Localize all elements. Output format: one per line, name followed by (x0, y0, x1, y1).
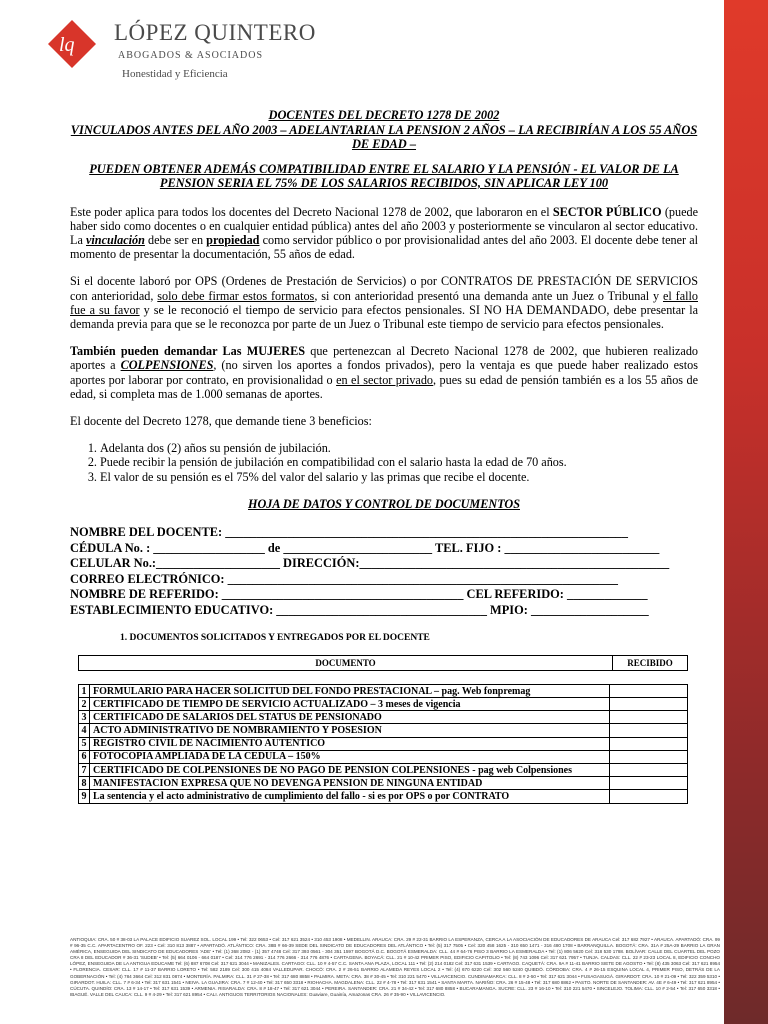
table-row (79, 750, 688, 763)
form-row-celular[interactable]: CELULAR No.:____________________ DIRECCIÓN:__________________________________________________ (70, 556, 670, 571)
text-run: , si con anterioridad presentó una demanda ante un Juez o Tribunal y (314, 288, 663, 303)
document-name: FOTOCOPIA AMPLIADA DE LA CEDULA – 150% (90, 750, 610, 763)
text-run: , pues su edad de pensión también es a los 55 años de edad, si completa mas de 1.000 semanas de aportes. (70, 372, 698, 401)
document-name: REGISTRO CIVIL DE NACIMIENTO AUTENTICO (90, 737, 610, 750)
document-name: La sentencia y el acto administrativo de cumplimiento del fallo - si es por OPS o por CONTRATO (90, 790, 610, 803)
paragraph-4: El docente del Decreto 1278, que demande tiene 3 beneficios: (70, 413, 372, 428)
decorative-side-band (724, 0, 768, 1024)
title-line-2: VINCULADOS ANTES DEL AÑO 2003 – ADELANTARIAN LA PENSION 2 AÑOS – LA RECIBIRÍAN A LOS 55 AÑOS DE EDAD – (70, 122, 698, 151)
table-row (79, 777, 688, 790)
brand-name: LÓPEZ QUINTERO (114, 20, 316, 45)
text-run: COLPENSIONES (120, 358, 214, 373)
document-name: CERTIFICADO DE COLPENSIONES DE NO PAGO DE PENSION COLPENSIONES - pag web Colpensiones (90, 764, 610, 777)
paragraph-3 (70, 344, 698, 401)
row-number: 1 (79, 684, 90, 697)
lq-logo-icon (46, 18, 98, 70)
document-name: CERTIFICADO DE SALARIOS DEL STATUS DE PENSIONADO (90, 711, 610, 724)
text-run: que pertenezcan al Decreto Nacional 1278 de 2002, que hubieren realizado aportes a (70, 344, 699, 373)
brand-logo (46, 12, 316, 82)
row-number: 6 (79, 750, 90, 763)
table-row (79, 711, 688, 724)
text-run: y se le reconoció el tiempo de servicio para efectos pensionales. SI NO HA DEMANDADO, debe presentar la demanda previa para que se le reconozca por parte de un Juez o Tribunal este tiempo de servicio para efectos pensionales. (70, 302, 698, 331)
table-row (79, 737, 688, 750)
form-row-establecimiento[interactable]: ESTABLECIMIENTO EDUCATIVO: __________________________________ MPIO: ___________________ (70, 602, 649, 617)
text-run: SECTOR PÚBLICO (552, 204, 662, 219)
table-row (79, 698, 688, 711)
table-row (79, 790, 688, 803)
table-row (79, 764, 688, 777)
paragraph-2 (70, 274, 698, 331)
list-item: 2. Puede recibir la pensión de jubilación en compatibilidad con el salario hasta la edad de 70 años. (100, 455, 698, 469)
row-number: 7 (79, 764, 90, 777)
text-run: en el sector privado (336, 372, 434, 387)
document-subtitle: PUEDEN OBTENER ADEMÁS COMPATIBILIDAD ENTRE EL SALARIO Y LA PENSIÓN - EL VALOR DE LA PENSION SERIA EL 75% DE LOS SALARIOS RECIBIDOS, SIN APLICAR LEY 100 (89, 161, 679, 190)
documents-table (78, 684, 688, 804)
row-number: 8 (79, 777, 90, 790)
form-row-correo[interactable]: CORREO ELECTRÓNICO: _______________________________________________________________ (70, 571, 618, 586)
svg-text:lq: lq (59, 34, 75, 56)
document-name: CERTIFICADO DE TIEMPO DE SERVICIO ACTUALIZADO – 3 meses de vigencia (90, 698, 610, 711)
text-run: el fallo fue a su favor (70, 288, 698, 317)
form-row-nombre[interactable]: NOMBRE DEL DOCENTE: _________________________________________________________________ (70, 524, 628, 539)
document-name: ACTO ADMINISTRATIVO DE NOMBRAMIENTO Y POSESION (90, 724, 610, 737)
brand-subtitle: ABOGADOS & ASOCIADOS (118, 50, 264, 61)
row-number: 9 (79, 790, 90, 803)
received-checkbox[interactable] (610, 724, 688, 737)
sheet-title: HOJA DE DATOS Y CONTROL DE DOCUMENTOS (247, 496, 520, 511)
paragraph-1 (70, 205, 698, 262)
received-checkbox[interactable] (610, 790, 688, 803)
table-row (79, 724, 688, 737)
brand-motto: Honestidad y Eficiencia (122, 68, 228, 80)
document-body (70, 108, 698, 804)
row-number: 3 (79, 711, 90, 724)
text-run: Si el docente laboró por OPS (Ordenes de Prestación de Servicios) o por CONTRATOS DE PRESTACIÓN DE SERVICIOS con anterioridad, (70, 274, 698, 303)
footer-addresses: ANTIOQUIA: CRA. 50 # 38-03 LA PALACE EDIFICIO SUAREZ SOL. LOCAL 199 • Tel: 322 0653 • Cel: 317 621 3524 • 310 453 1908 • MEDELLIN. ARAUCA: CRA. 29 # 22-31 BARRIO LA ESPERANZA, CERCA A LA ASOCIACIÓN DE EDUCADORES DE ARAUCA Cel: 317 682 7927 • ARAUCA. APARTADÓ: CRA. 99 # 96-35 C.C. APARTACENTRO OF. 223 • Cel: 310 813 3887 • APARTADÓ. ATLÁNTICO: CRA. 38B # 66-39 SEDE DEL SINDICATO DE EDUCADORES DEL ATLÁNTICO • Tel: (5) 317 7505 • Cel: 320 458 1625 - 310 650 1471 - 316 480 1708 • BARRANQUILLA. BOGOTÁ: CRA. 31A # 25A-29 BARRIO LA GRAN AMÉRICA, ENSEGUIDA DEL SINDICATO DE EDUCADORES 'ADE' • Tel: (1) 368 2082 - (1) 357 4748 Cel: 317 393 0561 - 304 351 1597 BOGOTÁ D.C. BOGOTÁ ESMERALDA: CLL. 44 # 64-76 PISO 3 BARRIO LA ESMERALDA • Tel: (1) 806 5620 Cel: 318 530 1788. BOLÍVAR: CALLE DEL CUARTEL DEL POZO CRA 8 DEL EDUCADOR # 36-31 'SUDEB' • Tel: (5) 664 0106 - 664 0187 • Cel: 314 776 2691 - 314 776 2666 - 314 776 4876 • CARTAGENA. BOYACÁ: CLL. 21 # 10-42 PRIMER PISO, EDIFICIO CAPITOLIO • Tel: (8) 743 1096 Cel: 317 621 7957 • TUNJA. CALDAS: CLL. 22 # 23-23 LOCAL 8, EDIFICIO CONCHO LÓPEZ, ENSEGUIDA DE LA ANTIGUA EDUCAME Tel: (6) 887 6708 Cel: 317 621 3044 • MANIZALES. CARTAGO: CLL. 10 # 4-57 C.C. SANTA ANA PLAZA, LOCAL 111 • Tel: (2) 214 0182 Cel: 317 631 1539 • CARTAGO. CAQUETÁ: CRA. 9A # 11-41 BARRIO SIETE DE AGOSTO • Tel: (8) 435 3063 Cel: 317 621 8954 • FLORENCIA. CESAR: CLL. 17 # 11-37 BARRIO LORETO • Tel: 582 2189 Cel: 300 415 4084 VALLEDUPAR. CHOCÓ: CRA. 2 # 26-51 BARRIO ALAMEDA REYES LOCAL 2 • Tel: (4) 670 6220 Cel: 302 560 5240 QUIBDÓ. CÓRDOBA: CRA. 4 # 26-15 ESQUINA LOCAL 4, PRIMER PISO, DETRÁS DE LA GOBERNACIÓN • Tel: (4) 784 3664 Cel: 312 831 0874 • MONTERÍA. PALMIRA: CLL. 31 # 27-38 • Tel: 317 680 8858 • PALMIRA. META: CRA. 38 # 30-45 • Tel: 310 221 5470 • VILLAVICENCIO. CUNDINAMARCA: CLL. 8 # 2-50 • Tel: 317 621 3044 • FUSAGASUGÁ. GIRARDOT: CRA. 10 # 21-09 • Tel: 322 359 5310 • GIRARDOT. HUILA: CLL. 7 # 6-34 • Tel: 317 631 1541 • NEIVA. LA GUAJIRA: CRA. 7 # 12-40 • Tel: 317 650 3318 • RIOHACHA. MAGDALENA: CLL. 22 # 4-78 • Tel: 317 631 1541 • SANTA MARTA. NARIÑO: CRA. 26 # 15-48 • Tel: 317 680 8862 • PASTO. NORTE DE SANTANDER: AV. 4E # 6-49 • Tel: 317 621 8954 • CÚCUTA. QUINDÍO: CRA. 13 # 14-17 • Tel: 317 631 1539 • ARMENIA. RISARALDA: CRA. 8 # 18-47 • Tel: 317 621 3044 • PEREIRA. SANTANDER: CRA. 21 # 34-42 • Tel: 317 680 8858 • BUCARAMANGA. SUCRE: CLL. 23 # 16-10 • Tel: 310 221 5470 • SINCELEJO. TOLIMA: CLL. 10 # 2-54 • Tel: 317 650 3318 • IBAGUÉ. VALLE DEL CAUCA: CLL. 9 # 4-29 • Tel: 317 621 8954 • CALI. ANTIGUOS TERRITORIOS NACIONALES: Guaviare, Guainía, Amazonas CRA. 26 # 35-90 • VILLAVICENCIO. (70, 937, 720, 997)
header-documento: DOCUMENTO (79, 655, 613, 670)
title-line-1: DOCENTES DEL DECRETO 1278 DE 2002 (268, 108, 500, 122)
document-name: MANIFESTACION EXPRESA QUE NO DEVENGA PENSION DE NINGUNA ENTIDAD (90, 777, 610, 790)
row-number: 2 (79, 698, 90, 711)
received-checkbox[interactable] (610, 711, 688, 724)
table-row (79, 684, 688, 697)
documents-heading: 1. DOCUMENTOS SOLICITADOS Y ENTREGADOS POR EL DOCENTE (120, 632, 430, 643)
benefits-list (70, 441, 698, 484)
list-item: 1. Adelanta dos (2) años su pensión de jubilación. (100, 441, 698, 455)
document-title (70, 108, 698, 152)
text-run: vinculación (86, 232, 145, 247)
document-name: FORMULARIO PARA HACER SOLICITUD DEL FONDO PRESTACIONAL – pag. Web fonpremag (90, 684, 610, 697)
header-recibido: RECIBIDO (613, 655, 688, 670)
received-checkbox[interactable] (610, 684, 688, 697)
text-run: propiedad (206, 232, 260, 247)
list-item: 3. El valor de su pensión es el 75% del valor del salario y las primas que recibe el docente. (100, 470, 698, 484)
row-number: 5 (79, 737, 90, 750)
text-run: como servidor público o por provisionalidad antes del año 2003. El docente debe tener al momento de presentar la documentación, 55 años de edad. (70, 232, 698, 262)
form-row-referido[interactable]: NOMBRE DE REFERIDO: _______________________________________ CEL REFERIDO: _____________ (70, 587, 648, 602)
data-form (70, 525, 698, 619)
received-checkbox[interactable] (610, 750, 688, 763)
text-run: También pueden demandar Las MUJERES (70, 344, 305, 359)
documents-header-table (78, 655, 688, 671)
received-checkbox[interactable] (610, 737, 688, 750)
text-run: debe ser en (144, 232, 207, 247)
received-checkbox[interactable] (610, 777, 688, 790)
text-run: (puede haber sido como docentes o en cualquier entidad pública) antes del año 2003 y posteriormente se vincularon al sector educativo. La (70, 204, 698, 247)
received-checkbox[interactable] (610, 698, 688, 711)
received-checkbox[interactable] (610, 764, 688, 777)
text-run: , (no sirven los aportes a fondos privados), pero la ventaja es que puede haber realizado estos aportes por laborar por contrato, en provisionalidad o (70, 358, 698, 387)
text-run: solo debe firmar estos formatos (157, 288, 315, 303)
row-number: 4 (79, 724, 90, 737)
form-row-cedula[interactable]: CÉDULA No. : __________________ de ________________________ TEL. FIJO : _________________________ (70, 540, 660, 555)
text-run: Este poder aplica para todos los docentes del Decreto Nacional 1278 de 2002, que laboraron en el (70, 204, 553, 219)
